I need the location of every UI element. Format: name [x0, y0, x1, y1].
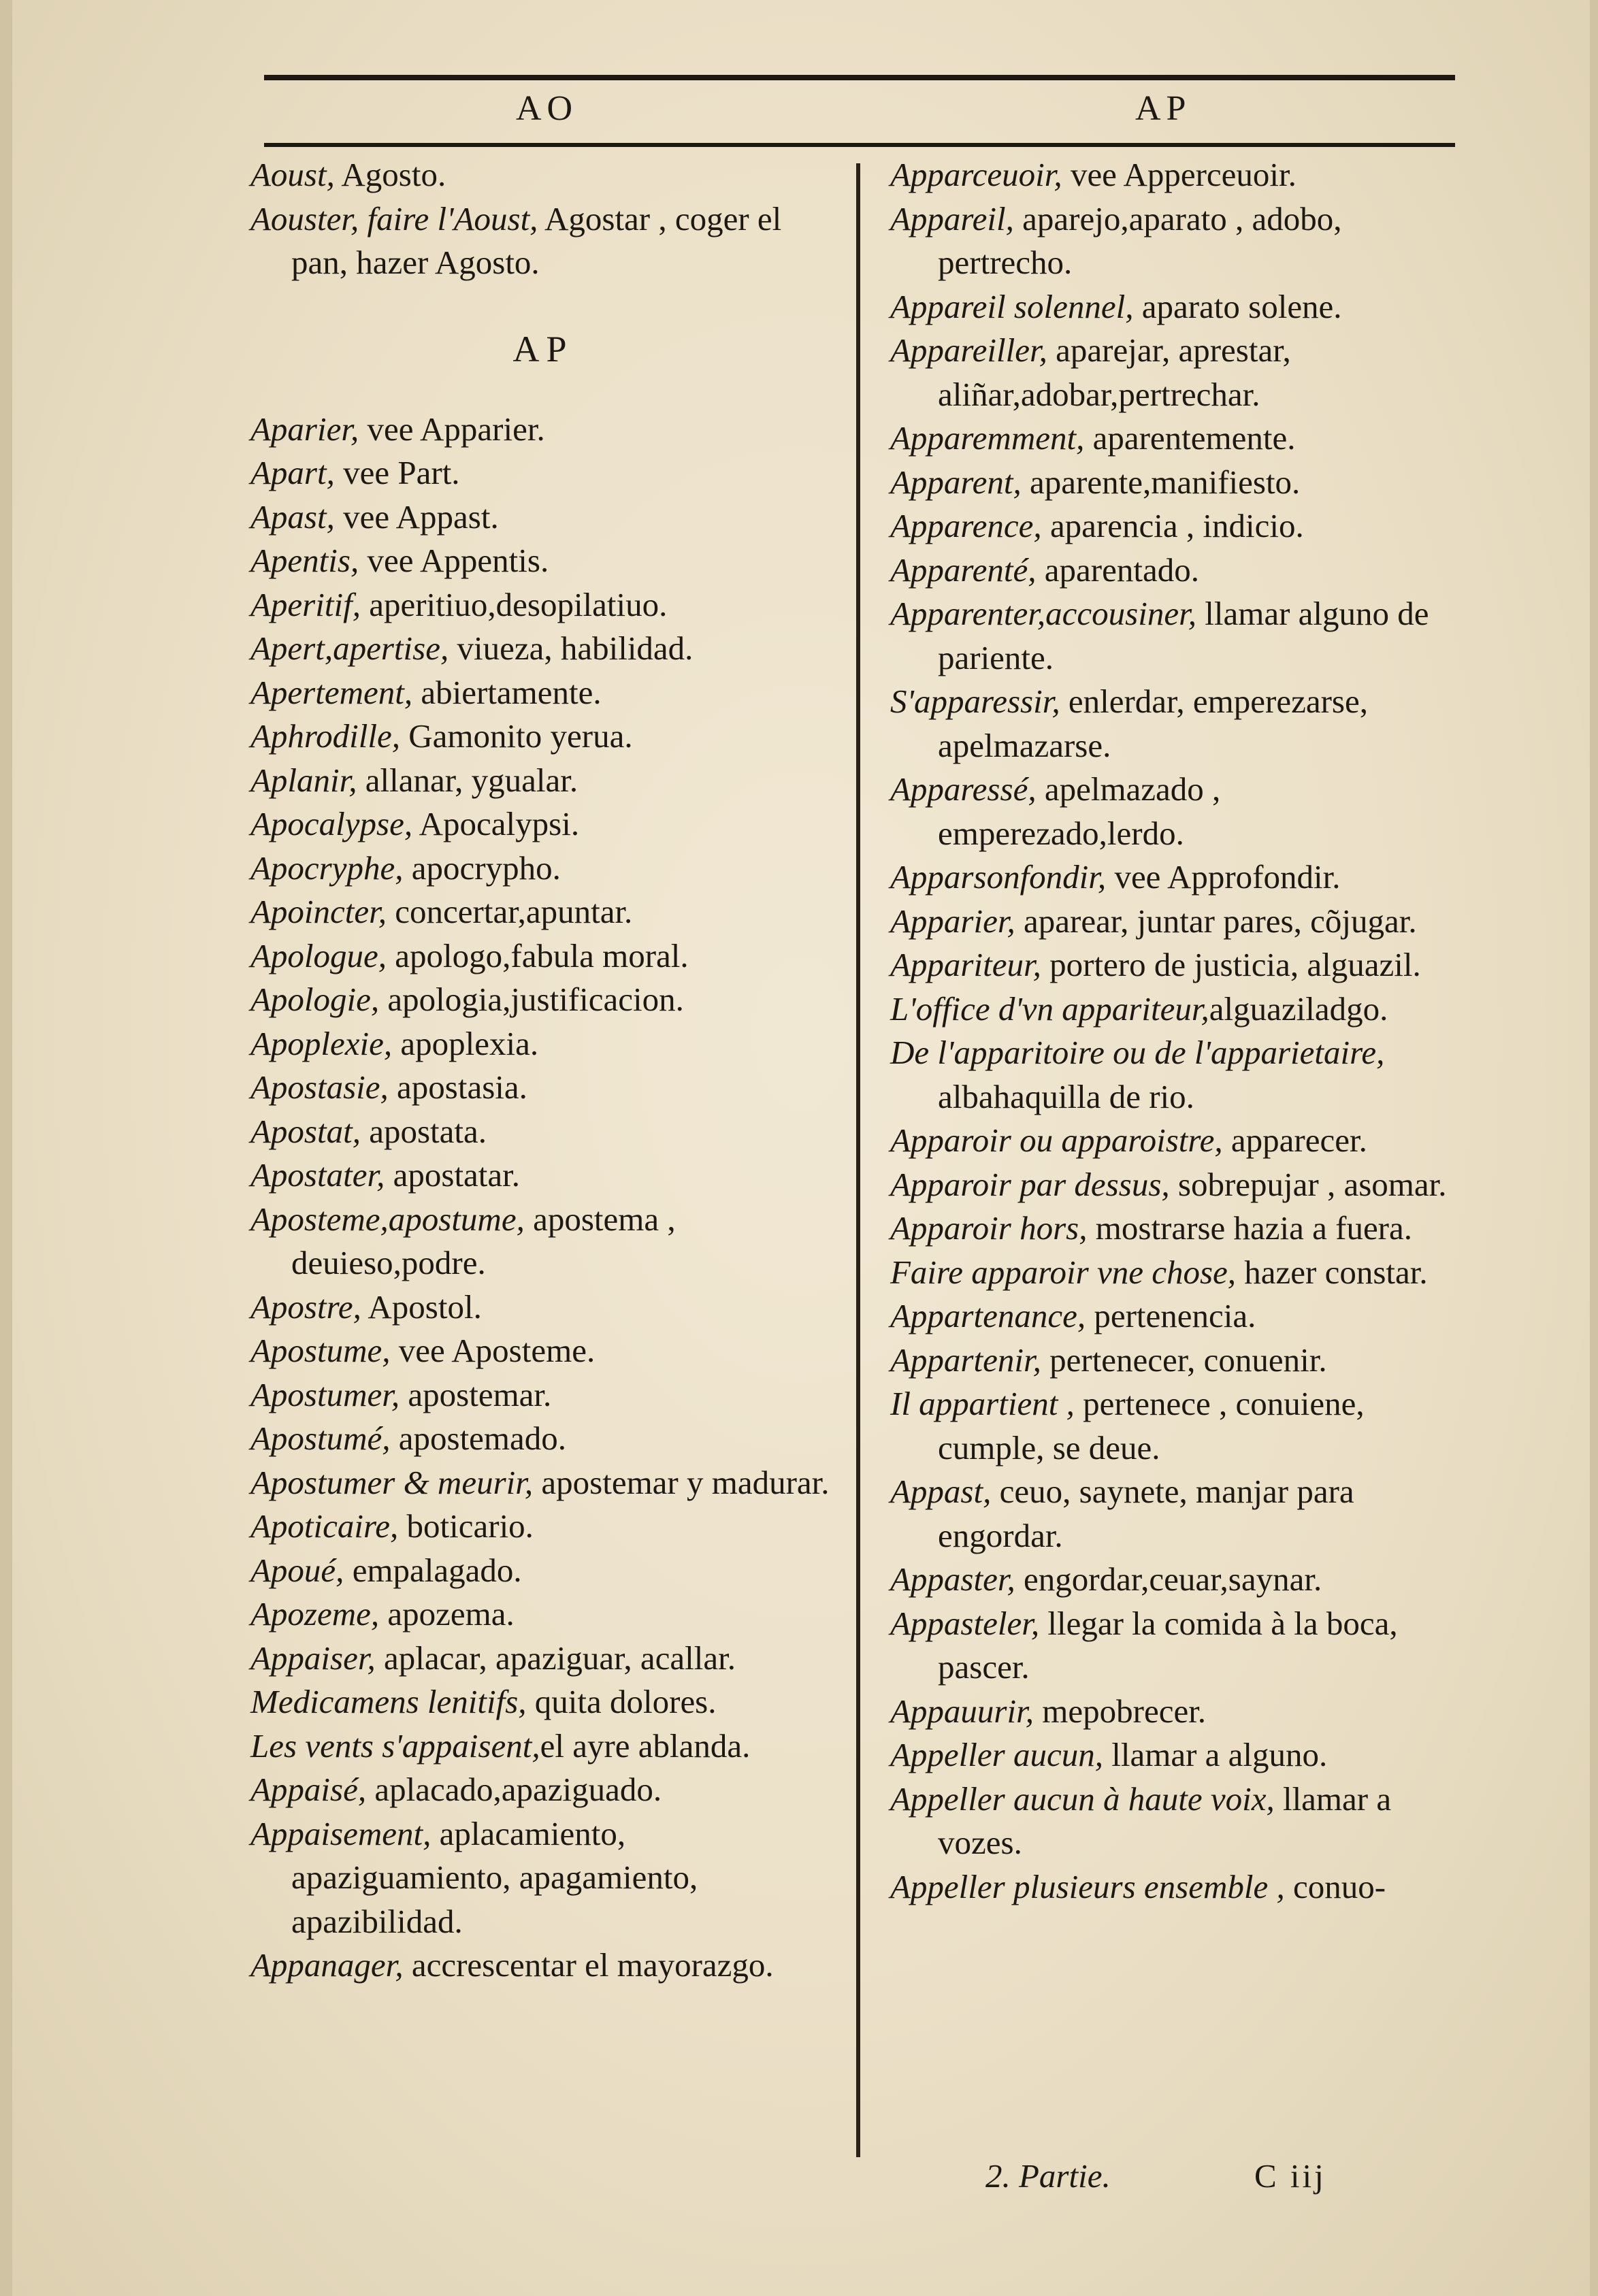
- entry-definition: aparentado.: [1036, 551, 1199, 589]
- entry-headword: Appareiller,: [890, 331, 1047, 369]
- running-head-right: AP: [1135, 89, 1192, 128]
- entry-headword: De l'apparitoire ou de l'apparietaire,: [890, 1034, 1385, 1071]
- entry-headword: Appasteler,: [890, 1604, 1040, 1642]
- dictionary-entry: [250, 1768, 836, 1812]
- entry-headword: Apart,: [250, 454, 335, 491]
- dictionary-entry: [250, 802, 836, 847]
- entry-headword: Appeller plusieurs ensemble ,: [890, 1867, 1285, 1905]
- entry-headword: Apparent,: [890, 463, 1022, 501]
- dictionary-entry: [250, 759, 836, 803]
- entry-headword: Apparier,: [890, 902, 1015, 940]
- dictionary-entry: [890, 329, 1462, 416]
- dictionary-entry: [250, 1724, 836, 1769]
- entry-definition: Agostar , coger el pan, hazer Agosto.: [291, 199, 782, 281]
- entry-definition: vee Aposteme.: [390, 1332, 596, 1369]
- column-divider: [856, 163, 860, 2157]
- entry-headword: Appariteur,: [890, 946, 1041, 983]
- entry-definition: llamar a vozes.: [938, 1780, 1392, 1861]
- entry-definition: apelmazado , emperezado,lerdo.: [938, 770, 1221, 852]
- dictionary-entry: [250, 583, 836, 627]
- dictionary-entry: [890, 548, 1462, 593]
- entry-definition: abiertamente.: [412, 673, 602, 711]
- entry-headword: Apparceuoir,: [890, 156, 1062, 193]
- entry-definition: vee Part.: [334, 454, 460, 491]
- entry-definition: mostrarse hazia a fuera.: [1087, 1209, 1413, 1247]
- dictionary-entry: [250, 1505, 836, 1549]
- entry-definition: pertenecer, conuenir.: [1041, 1341, 1327, 1379]
- entry-definition: aparentemente.: [1084, 419, 1296, 457]
- dictionary-entry: [250, 1592, 836, 1637]
- dictionary-entry: [250, 1373, 836, 1417]
- entry-definition: apostemar y madurar.: [533, 1463, 830, 1501]
- entry-headword: Apostume,: [250, 1332, 391, 1369]
- entry-definition: vee Apperceuoir.: [1062, 156, 1297, 193]
- entry-headword: Apostumé,: [250, 1420, 391, 1457]
- entry-definition: apocrypho.: [403, 849, 561, 887]
- entry-definition: hazer constar.: [1236, 1253, 1428, 1291]
- entry-headword: Apostater,: [250, 1156, 385, 1194]
- entry-definition: vee Approfondir.: [1106, 858, 1341, 896]
- dictionary-entry: [250, 153, 836, 197]
- entry-headword: Apozeme,: [250, 1595, 380, 1633]
- entry-definition: viueza, habilidad.: [449, 629, 694, 667]
- entry-definition: llamar a alguno.: [1103, 1736, 1328, 1773]
- entry-headword: Apparoir hors,: [890, 1209, 1088, 1247]
- entry-definition: pertenece , conuiene, cumple, se deue.: [938, 1385, 1365, 1466]
- entry-definition: apostasia.: [388, 1068, 527, 1106]
- dictionary-entry: [250, 197, 836, 285]
- dictionary-entry: [250, 495, 836, 540]
- entry-definition: accrescentar el mayorazgo.: [403, 1946, 774, 1984]
- dictionary-entry: [890, 987, 1462, 1032]
- dictionary-entry: [250, 451, 836, 495]
- entry-definition: sobrepujar , asomar.: [1169, 1165, 1447, 1203]
- entry-definition: vee Apparier.: [359, 410, 545, 448]
- dictionary-entry: [250, 1022, 836, 1066]
- dictionary-entry: [890, 197, 1462, 285]
- entry-headword: Apologie,: [250, 981, 380, 1018]
- dictionary-entry: [250, 847, 836, 891]
- entry-headword: Apoué,: [250, 1551, 344, 1589]
- entry-headword: Appartenance,: [890, 1297, 1086, 1334]
- entry-headword: Apoticaire,: [250, 1507, 399, 1545]
- entry-definition: aparejo,aparato , adobo, pertrecho.: [938, 199, 1342, 281]
- entry-definition: ceuo, saynete, manjar para engordar.: [938, 1473, 1354, 1554]
- entry-headword: Appaster,: [890, 1560, 1015, 1598]
- entry-definition: concertar,apuntar.: [387, 893, 633, 930]
- dictionary-entry: [890, 1733, 1462, 1777]
- entry-headword: Apparence,: [890, 507, 1042, 544]
- entry-headword: Aoust,: [250, 156, 335, 193]
- dictionary-entry: [890, 768, 1462, 855]
- dictionary-entry: [250, 408, 836, 452]
- entry-headword: Apostumer,: [250, 1375, 400, 1413]
- entry-headword: Appaiser,: [250, 1639, 376, 1677]
- entry-definition: apparecer.: [1222, 1121, 1367, 1159]
- dictionary-entry: [250, 1812, 836, 1944]
- entry-definition: Apocalypsi.: [412, 805, 580, 842]
- entry-definition: Agosto.: [334, 156, 446, 193]
- entry-definition: llamar alguno de pariente.: [938, 595, 1429, 676]
- entry-definition: quita dolores.: [526, 1683, 717, 1720]
- entry-headword: Apostumer & meurir,: [250, 1463, 534, 1501]
- dictionary-entry: [250, 1549, 836, 1593]
- entry-headword: Apostasie,: [250, 1068, 389, 1106]
- header-rule: [264, 143, 1455, 147]
- dictionary-entry: [890, 285, 1462, 329]
- entry-definition: engordar,ceuar,saynar.: [1015, 1560, 1322, 1598]
- dictionary-entry: [890, 1777, 1462, 1865]
- entry-definition: aparato solene.: [1133, 287, 1342, 325]
- entry-definition: pertenencia.: [1086, 1297, 1256, 1334]
- entry-definition: apozema.: [379, 1595, 515, 1633]
- entry-definition: aparente,manifiesto.: [1021, 463, 1301, 501]
- dictionary-entry: [250, 715, 836, 759]
- signature-mark: C iij: [1254, 2157, 1326, 2195]
- entry-headword: Appareil solennel,: [890, 287, 1134, 325]
- entry-headword: Aouster, faire l'Aoust,: [250, 199, 538, 237]
- entry-headword: Appanager,: [250, 1946, 404, 1984]
- dictionary-entry: [890, 1865, 1462, 1909]
- dictionary-entry: [890, 900, 1462, 944]
- dictionary-entry: [250, 934, 836, 979]
- entry-headword: Apentis,: [250, 542, 359, 579]
- entry-definition: vee Appentis.: [359, 542, 549, 579]
- section-heading: AP: [512, 328, 574, 370]
- dictionary-entry: [250, 1198, 836, 1285]
- entry-headword: Apparoir par dessus,: [890, 1165, 1170, 1203]
- dictionary-entry: [890, 1470, 1462, 1558]
- entry-headword: Apoincter,: [250, 893, 387, 930]
- entry-definition: apologia,justificacion.: [379, 981, 684, 1018]
- entry-headword: Aparier,: [250, 410, 359, 448]
- entry-definition: conuo-: [1284, 1867, 1386, 1905]
- top-rule: [264, 75, 1455, 80]
- entry-definition: llegar la comida à la boca, pascer.: [938, 1604, 1398, 1686]
- dictionary-entry: [250, 978, 836, 1022]
- entry-definition: empalagado.: [344, 1551, 522, 1589]
- dictionary-entry: [250, 1285, 836, 1330]
- entry-definition: alguaziladgo.: [1209, 989, 1388, 1028]
- right-column: [890, 153, 1462, 1909]
- entry-headword: Apoplexie,: [250, 1024, 393, 1062]
- dictionary-entry: [890, 461, 1462, 505]
- entry-headword: Apostre,: [250, 1288, 361, 1326]
- entry-headword: L'office d'vn appariteur,: [890, 989, 1209, 1028]
- entry-headword: Apert,apertise,: [250, 629, 449, 667]
- entry-headword: Apast,: [250, 497, 335, 536]
- dictionary-entry: [250, 1680, 836, 1724]
- entry-definition: Apostol.: [361, 1288, 482, 1326]
- dictionary-entry: [250, 890, 836, 934]
- dictionary-entry: [890, 153, 1462, 197]
- entry-definition: Gamonito yerua.: [400, 717, 633, 755]
- entry-headword: Appeller aucun,: [890, 1736, 1103, 1773]
- dictionary-entry: [250, 1329, 836, 1373]
- entry-headword: Apparoir ou apparoistre,: [890, 1121, 1223, 1159]
- entry-definition: apostemar.: [400, 1375, 552, 1413]
- entry-headword: Apparemment,: [890, 419, 1085, 457]
- dictionary-entry: [890, 1602, 1462, 1690]
- entry-definition: apostema , deuieso,podre.: [291, 1200, 676, 1281]
- entry-definition: enlerdar, emperezarse, apelmazarse.: [938, 683, 1368, 764]
- entry-headword: Appareil,: [890, 199, 1014, 237]
- entry-headword: Il appartient ,: [890, 1385, 1075, 1422]
- entry-headword: Aposteme,apostume,: [250, 1200, 525, 1238]
- entry-headword: S'apparessir,: [890, 683, 1060, 720]
- entry-headword: Apostat,: [250, 1112, 361, 1150]
- entry-definition: apoplexia.: [392, 1024, 539, 1062]
- dictionary-entry: [890, 1031, 1462, 1119]
- entry-definition: mepobrecer.: [1034, 1692, 1207, 1730]
- entry-headword: Appeller aucun à haute voix,: [890, 1780, 1275, 1818]
- entry-headword: Apparenter,accousiner,: [890, 595, 1196, 632]
- dictionary-entry: [250, 1153, 836, 1198]
- entry-definition: aparejar, aprestar, aliñar,adobar,pertrechar.: [938, 331, 1291, 413]
- entry-definition: apostata.: [360, 1112, 487, 1150]
- dictionary-entry: [250, 539, 836, 583]
- entry-headword: Les vents s'appaisent,: [250, 1726, 540, 1765]
- dictionary-entry: [250, 671, 836, 715]
- entry-headword: Apparenté,: [890, 551, 1037, 589]
- entry-headword: Apparsonfondir,: [890, 858, 1107, 896]
- entry-headword: Appartenir,: [890, 1341, 1041, 1379]
- dictionary-entry: [890, 1251, 1462, 1295]
- entry-headword: Apparessé,: [890, 770, 1037, 808]
- dictionary-entry: [250, 1637, 836, 1681]
- entry-headword: Appast,: [890, 1473, 992, 1510]
- entry-headword: Apertement,: [250, 673, 413, 711]
- entry-definition: el ayre ablanda.: [540, 1726, 751, 1765]
- entry-definition: portero de justicia, alguazil.: [1041, 946, 1421, 983]
- entry-definition: albahaquilla de rio.: [938, 1077, 1194, 1115]
- dictionary-entry: [250, 1944, 836, 1988]
- entry-definition: apostemado.: [390, 1420, 567, 1457]
- dictionary-entry: [250, 627, 836, 671]
- dictionary-entry: [890, 1207, 1462, 1251]
- dictionary-entry: [890, 1382, 1462, 1470]
- entry-definition: aparear, juntar pares, cõjugar.: [1015, 902, 1417, 940]
- entry-headword: Apocalypse,: [250, 805, 413, 842]
- dictionary-entry: [890, 504, 1462, 548]
- book-page: [12, 0, 1590, 2296]
- entry-definition: vee Appast.: [334, 497, 499, 536]
- dictionary-entry: [250, 1110, 836, 1154]
- dictionary-entry: [250, 1461, 836, 1505]
- dictionary-entry: [890, 1119, 1462, 1163]
- dictionary-entry: [250, 1066, 836, 1110]
- dictionary-entry: [890, 1339, 1462, 1383]
- dictionary-entry: [890, 943, 1462, 987]
- entry-definition: allanar, ygualar.: [357, 761, 578, 799]
- running-head-left: AO: [516, 89, 578, 128]
- dictionary-entry: [890, 1294, 1462, 1339]
- dictionary-entry: [890, 1558, 1462, 1602]
- entry-headword: Apocryphe,: [250, 849, 404, 887]
- entry-headword: Aphrodille,: [250, 717, 401, 755]
- entry-headword: Aperitif,: [250, 585, 361, 623]
- left-column: [250, 153, 836, 1988]
- footer-part-label: 2. Partie.: [985, 2157, 1111, 2195]
- dictionary-entry: [890, 416, 1462, 461]
- entry-definition: aplacamiento, apaziguamiento, apagamiento, apazibilidad.: [291, 1814, 698, 1940]
- entry-definition: aperitiuo,desopilatiuo.: [360, 585, 668, 623]
- dictionary-entry: [890, 1690, 1462, 1734]
- dictionary-entry: [890, 1163, 1462, 1207]
- entry-definition: apologo,fabula moral.: [387, 936, 689, 974]
- dictionary-entry: [890, 855, 1462, 900]
- entry-definition: aplacado,apaziguado.: [366, 1771, 662, 1808]
- entry-definition: apostatar.: [385, 1156, 521, 1194]
- entry-headword: Appaisement,: [250, 1814, 431, 1852]
- entry-headword: Apologue,: [250, 936, 387, 974]
- entry-headword: Appauurir,: [890, 1692, 1034, 1730]
- entry-headword: Faire apparoir vne chose,: [890, 1253, 1237, 1291]
- entry-definition: aplacar, apaziguar, acallar.: [375, 1639, 736, 1677]
- dictionary-entry: [890, 592, 1462, 680]
- entry-definition: boticario.: [398, 1507, 534, 1545]
- entry-headword: Appaisé,: [250, 1771, 367, 1808]
- entry-headword: Medicamens lenitifs,: [250, 1683, 527, 1720]
- entry-definition: aparencia , indicio.: [1041, 507, 1304, 544]
- dictionary-entry: [890, 680, 1462, 768]
- dictionary-entry: [250, 1417, 836, 1461]
- entry-headword: Aplanir,: [250, 761, 357, 799]
